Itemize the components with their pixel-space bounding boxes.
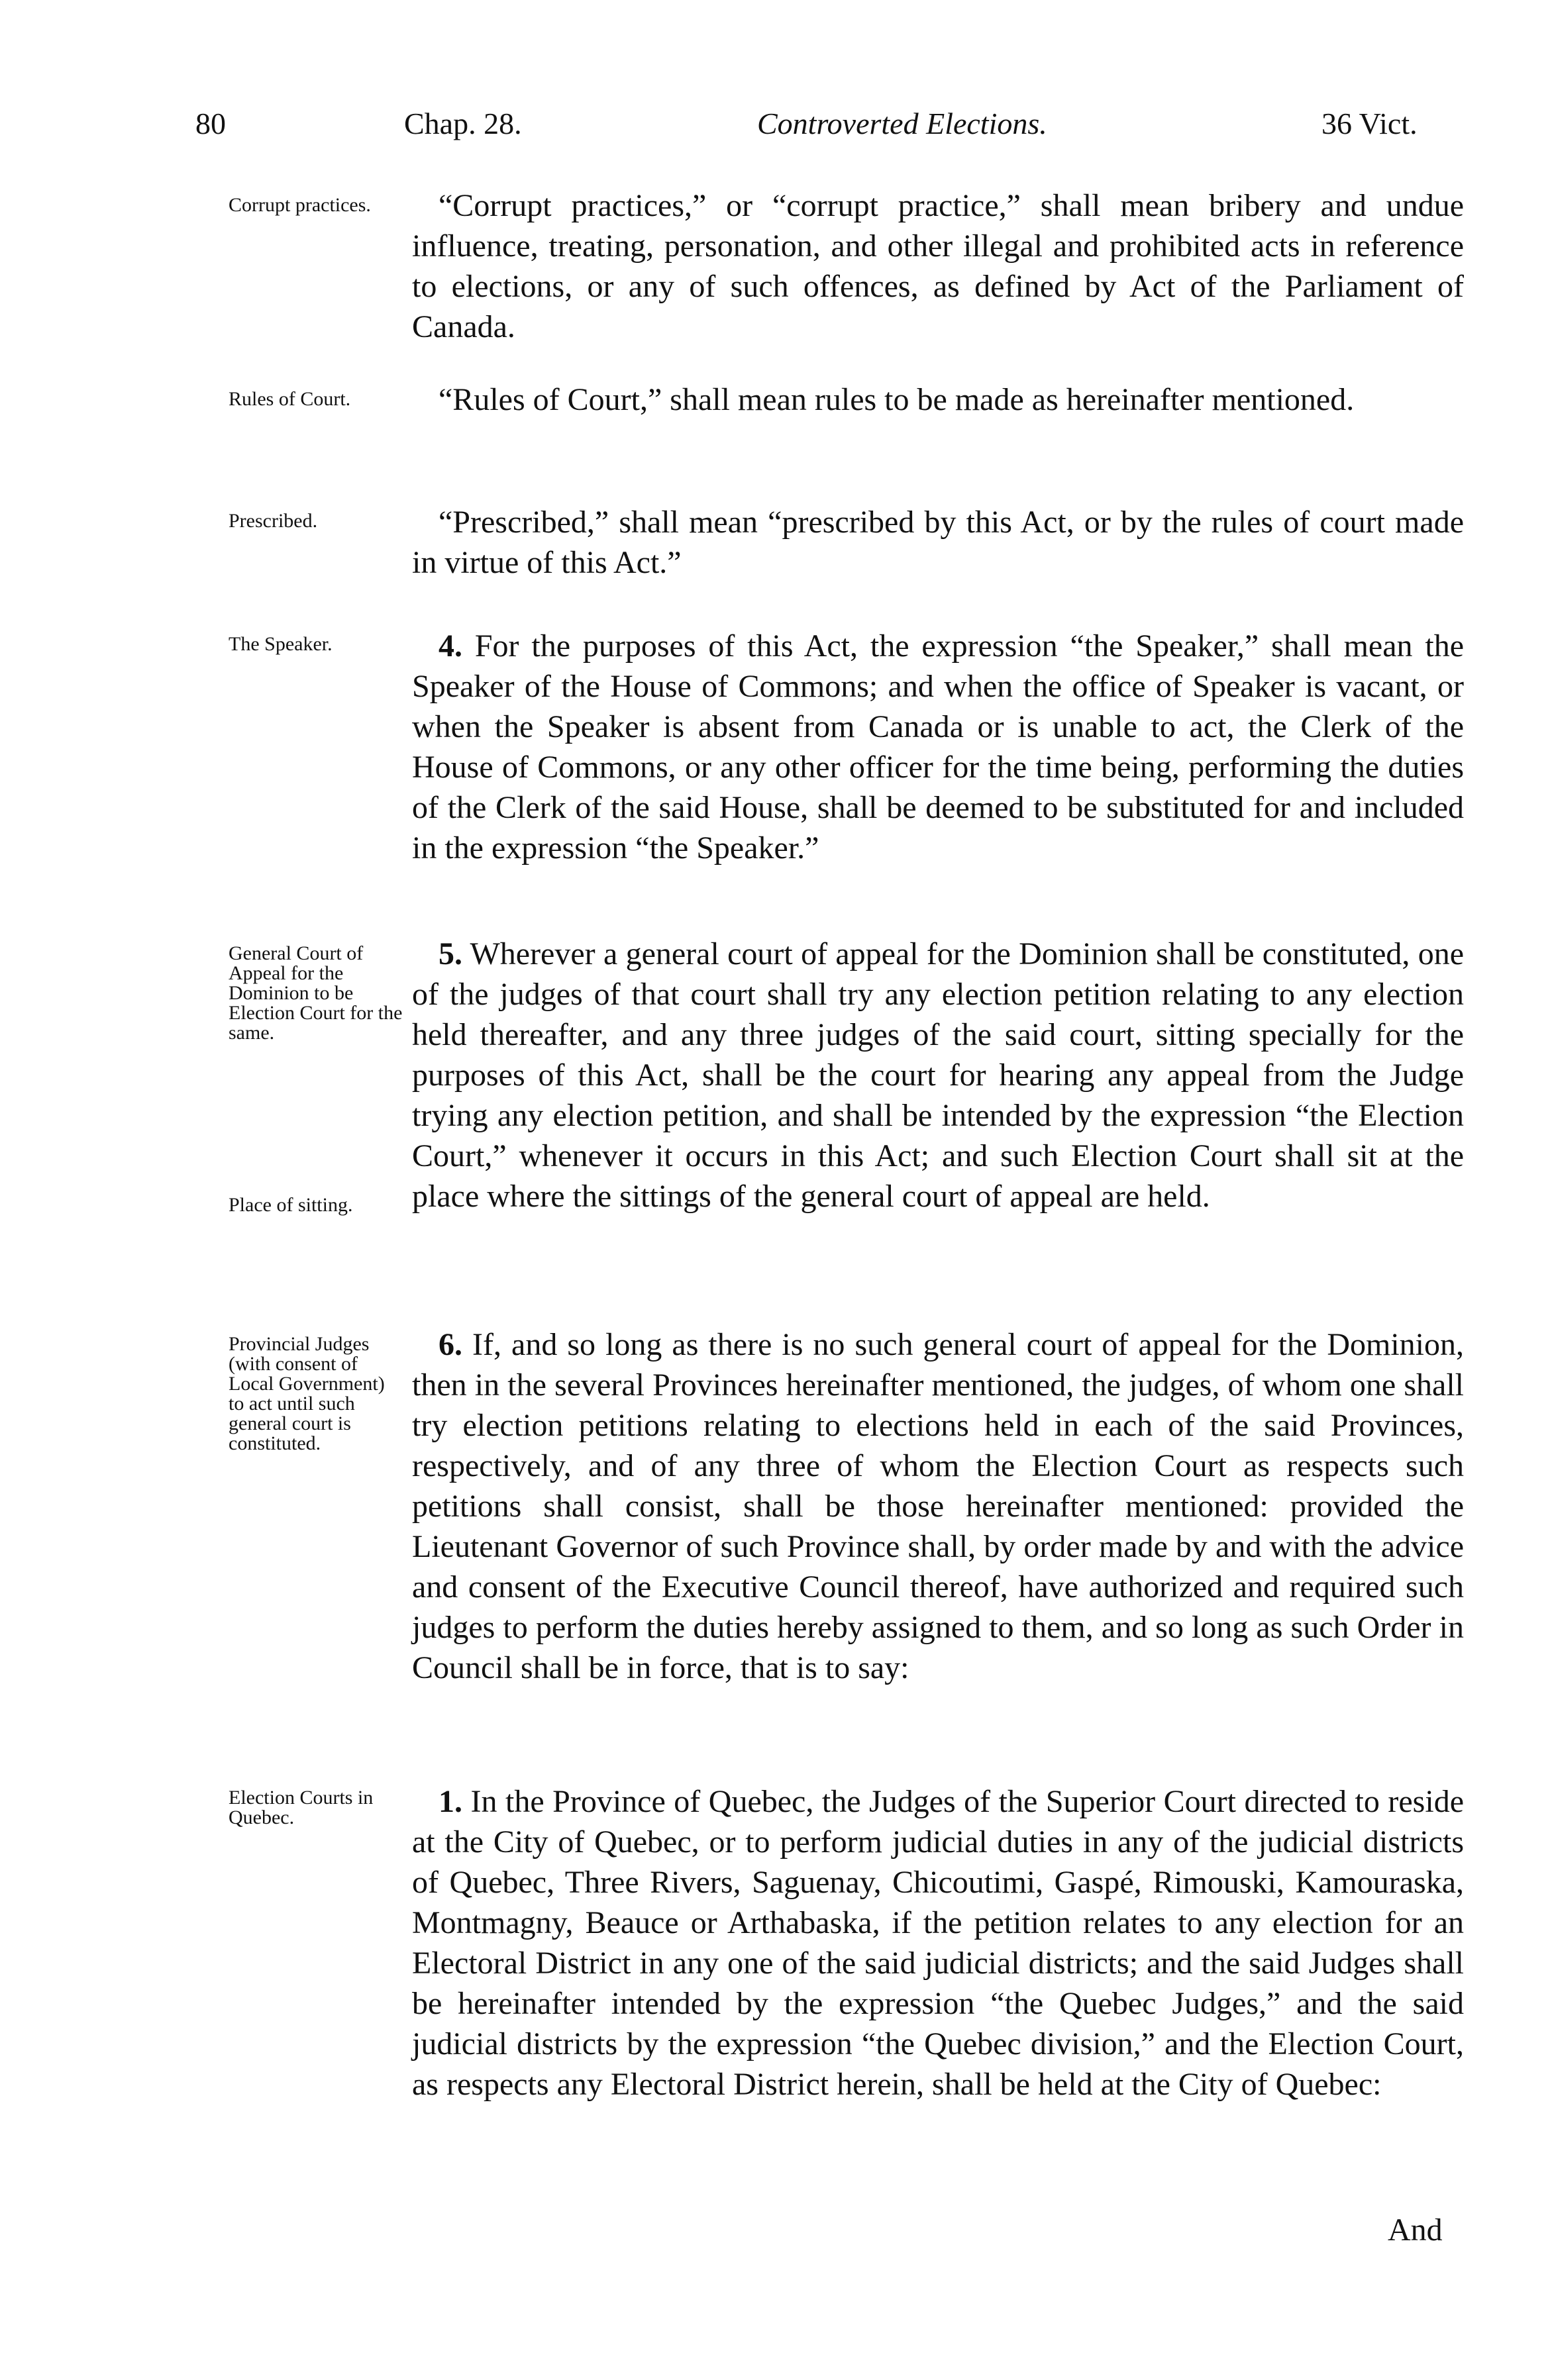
section-number: 4. [439, 628, 462, 664]
subsection-paragraph [412, 1781, 1464, 2105]
paragraph-text: “Prescribed,” shall mean “prescribed by this Act, or by the rules of court made in virtue of this Act.” [412, 505, 1464, 580]
section-number: 6. [439, 1327, 462, 1362]
margin-note: The Speaker. [229, 633, 333, 655]
margin-note: Prescribed. [229, 510, 318, 532]
running-header [195, 106, 1454, 159]
definition-paragraph [412, 502, 1464, 583]
section-number: 5. [439, 936, 462, 971]
page-number: 80 [195, 107, 226, 140]
margin-note: Place of sitting. [229, 1194, 353, 1216]
margin-note: General Court of Appeal for the Dominion to be Election Court for the same. [229, 942, 403, 1044]
paragraph-text: In the Province of Quebec, the Judges of the Superior Court directed to reside at the City of Quebec, or to perform judicial duties in any of the judicial districts of Quebec, Three Rivers, Saguenay, Chicoutimi, Gaspé, Rimouski, Kamouraska, Montmagny, Beauce or Arthabaska, if the petition relates to any election for an Electoral District in any one of the said judicial districts; and the said Judges shall be hereinafter intended by the expression “the Quebec Judges,” and the said judicial districts by the expression “the Quebec division,” and the Election Court, as respects any Electoral District herein, shall be held at the City of Quebec: [412, 1784, 1465, 2102]
margin-note: Rules of Court. [229, 388, 351, 410]
paragraph-text: Wherever a general court of appeal for the Dominion shall be constituted, one of the judges of that court shall try any election petition relating to any election held thereafter, and any three judges of the said court, sitting specially for the purposes of this Act, shall be the court for hearing any appeal from the Judge trying any election petition, and shall be intended by the expression “the Election Court,” whenever it occurs in this Act; and such Election Court shall sit at the place where the sittings of the general court of appeal are held. [412, 936, 1464, 1214]
catchword: And [1388, 2212, 1443, 2248]
margin-note: Corrupt practices. [229, 194, 371, 216]
definition-paragraph [412, 185, 1464, 347]
chapter-label: Chap. 28. [404, 107, 522, 140]
running-title: Controverted Elections. [757, 107, 1047, 140]
section-paragraph [412, 1324, 1464, 1688]
margin-note: Election Courts in Quebec. [229, 1787, 374, 1828]
paragraph-text: For the purposes of this Act, the expression “the Speaker,” shall mean the Speaker of the House of Commons; and when the office of Speaker is vacant, or when the Speaker is absent from Canada or is unable to act, the Clerk of the House of Commons, or any other officer for the time being, performing the duties of the Clerk of the said House, shall be deemed to be substituted for and included in the expression “the Speaker.” [412, 628, 1464, 866]
section-paragraph [412, 934, 1464, 1216]
section-paragraph [412, 626, 1464, 868]
paragraph-text: “Corrupt practices,” or “corrupt practice,” shall mean bribery and undue influence, treating, personation, and other illegal and prohibited acts in reference to elections, or any of such offences, as defined by Act of the Parliament of Canada. [412, 188, 1464, 344]
paragraph-text: If, and so long as there is no such general court of appeal for the Dominion, then in the several Provinces hereinafter mentioned, the judges, of whom one shall try election petitions relating to elections held in each of the said Provinces, respectively, and of any three of whom the Election Court as respects such petitions shall consist, shall be those hereinafter mentioned: provided the Lieutenant Governor of such Province shall, by order made by and with the advice and consent of the Executive Council thereof, have authorized and required such judges to perform the duties hereby assigned to them, and so long as such Order in Council shall be in force, that is to say: [412, 1327, 1465, 1685]
margin-note: Provincial Judges (with consent of Local Government) to act until such general court is constituted. [229, 1333, 385, 1454]
subsection-number: 1. [439, 1784, 462, 1819]
definition-paragraph [412, 379, 1464, 420]
regnal-year: 36 Vict. [1321, 107, 1418, 140]
paragraph-text: “Rules of Court,” shall mean rules to be made as hereinafter mentioned. [439, 382, 1355, 417]
